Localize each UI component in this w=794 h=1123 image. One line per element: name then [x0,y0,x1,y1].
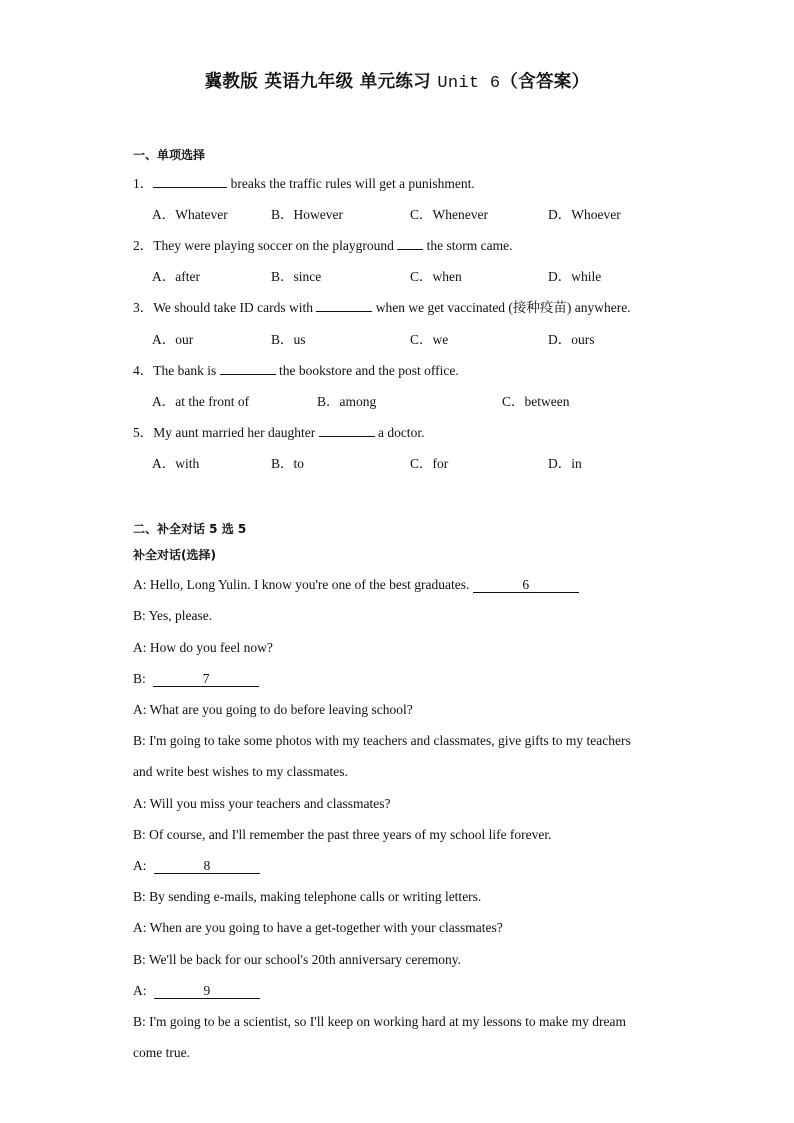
answer-blank: 6 [473,578,579,593]
option: C．we [410,332,449,347]
title-suffix: （含答案） [500,72,590,92]
dialogue-line: B: 7 [133,671,259,687]
option: A．with [152,456,200,471]
answer-blank: 8 [154,859,260,874]
question-3: 3．We should take ID cards with when we get vaccinated (接种疫苗) anywhere. [133,296,631,316]
option: B．us [271,332,306,347]
option: A．at the front of [152,394,250,409]
answer-blank [153,173,227,188]
dialogue-line: and write best wishes to my classmates. [133,764,348,779]
option: A．Whatever [152,207,228,222]
option: D．in [548,456,582,471]
question-1: 1． breaks the traffic rules will get a punishment. [133,172,475,192]
title-unit: Unit 6 [437,74,501,93]
dialogue-line: B: I'm going to take some photos with my teachers and classmates, give gifts to my teachers [133,733,631,748]
page-title [0,68,794,93]
answer-blank [319,422,375,437]
answer-blank [397,235,423,250]
option: B．However [271,207,343,222]
dialogue-line: B: Of course, and I'll remember the past three years of my school life forever. [133,827,552,842]
question-2: 2．They were playing soccer on the playground the storm came. [133,234,513,254]
question-5: 5．My aunt married her daughter a doctor. [133,421,424,441]
dialogue-line: A: Hello, Long Yulin. I know you're one of the best graduates. 6 [133,577,579,593]
option: D．ours [548,332,595,347]
option: C．between [502,394,570,409]
question-4: 4．The bank is the bookstore and the post office. [133,359,459,379]
option: C．Whenever [410,207,488,222]
answer-blank [316,297,372,312]
option: C．when [410,269,462,284]
dialogue-line: come true. [133,1045,190,1060]
option: B．among [317,394,377,409]
section2-subheading: 补全对话(选择) [133,548,216,562]
title-main: 冀教版 英语九年级 单元练习 [204,72,431,92]
dialogue-line: A: 9 [133,983,260,999]
dialogue-line: A: How do you feel now? [133,640,273,655]
dialogue-line: B: Yes, please. [133,608,213,623]
option: D．while [548,269,602,284]
answer-blank: 7 [153,672,259,687]
answer-blank: 9 [154,984,260,999]
section2-heading: 二、补全对话 5 选 5 [133,522,247,536]
option: B．to [271,456,305,471]
option: B．since [271,269,322,284]
dialogue-line: A: What are you going to do before leaving school? [133,702,413,717]
option: A．our [152,332,194,347]
option: C．for [410,456,449,471]
option: A．after [152,269,200,284]
dialogue-line: B: By sending e-mails, making telephone calls or writing letters. [133,889,482,904]
section1-heading: 一、单项选择 [133,148,206,162]
dialogue-line: A: 8 [133,858,260,874]
dialogue-line: A: When are you going to have a get-together with your classmates? [133,920,503,935]
dialogue-line: B: We'll be back for our school's 20th anniversary ceremony. [133,952,462,967]
answer-blank [220,360,276,375]
dialogue-line: A: Will you miss your teachers and classmates? [133,796,391,811]
dialogue-line: B: I'm going to be a scientist, so I'll keep on working hard at my lessons to make my dream [133,1014,627,1029]
option: D．Whoever [548,207,621,222]
